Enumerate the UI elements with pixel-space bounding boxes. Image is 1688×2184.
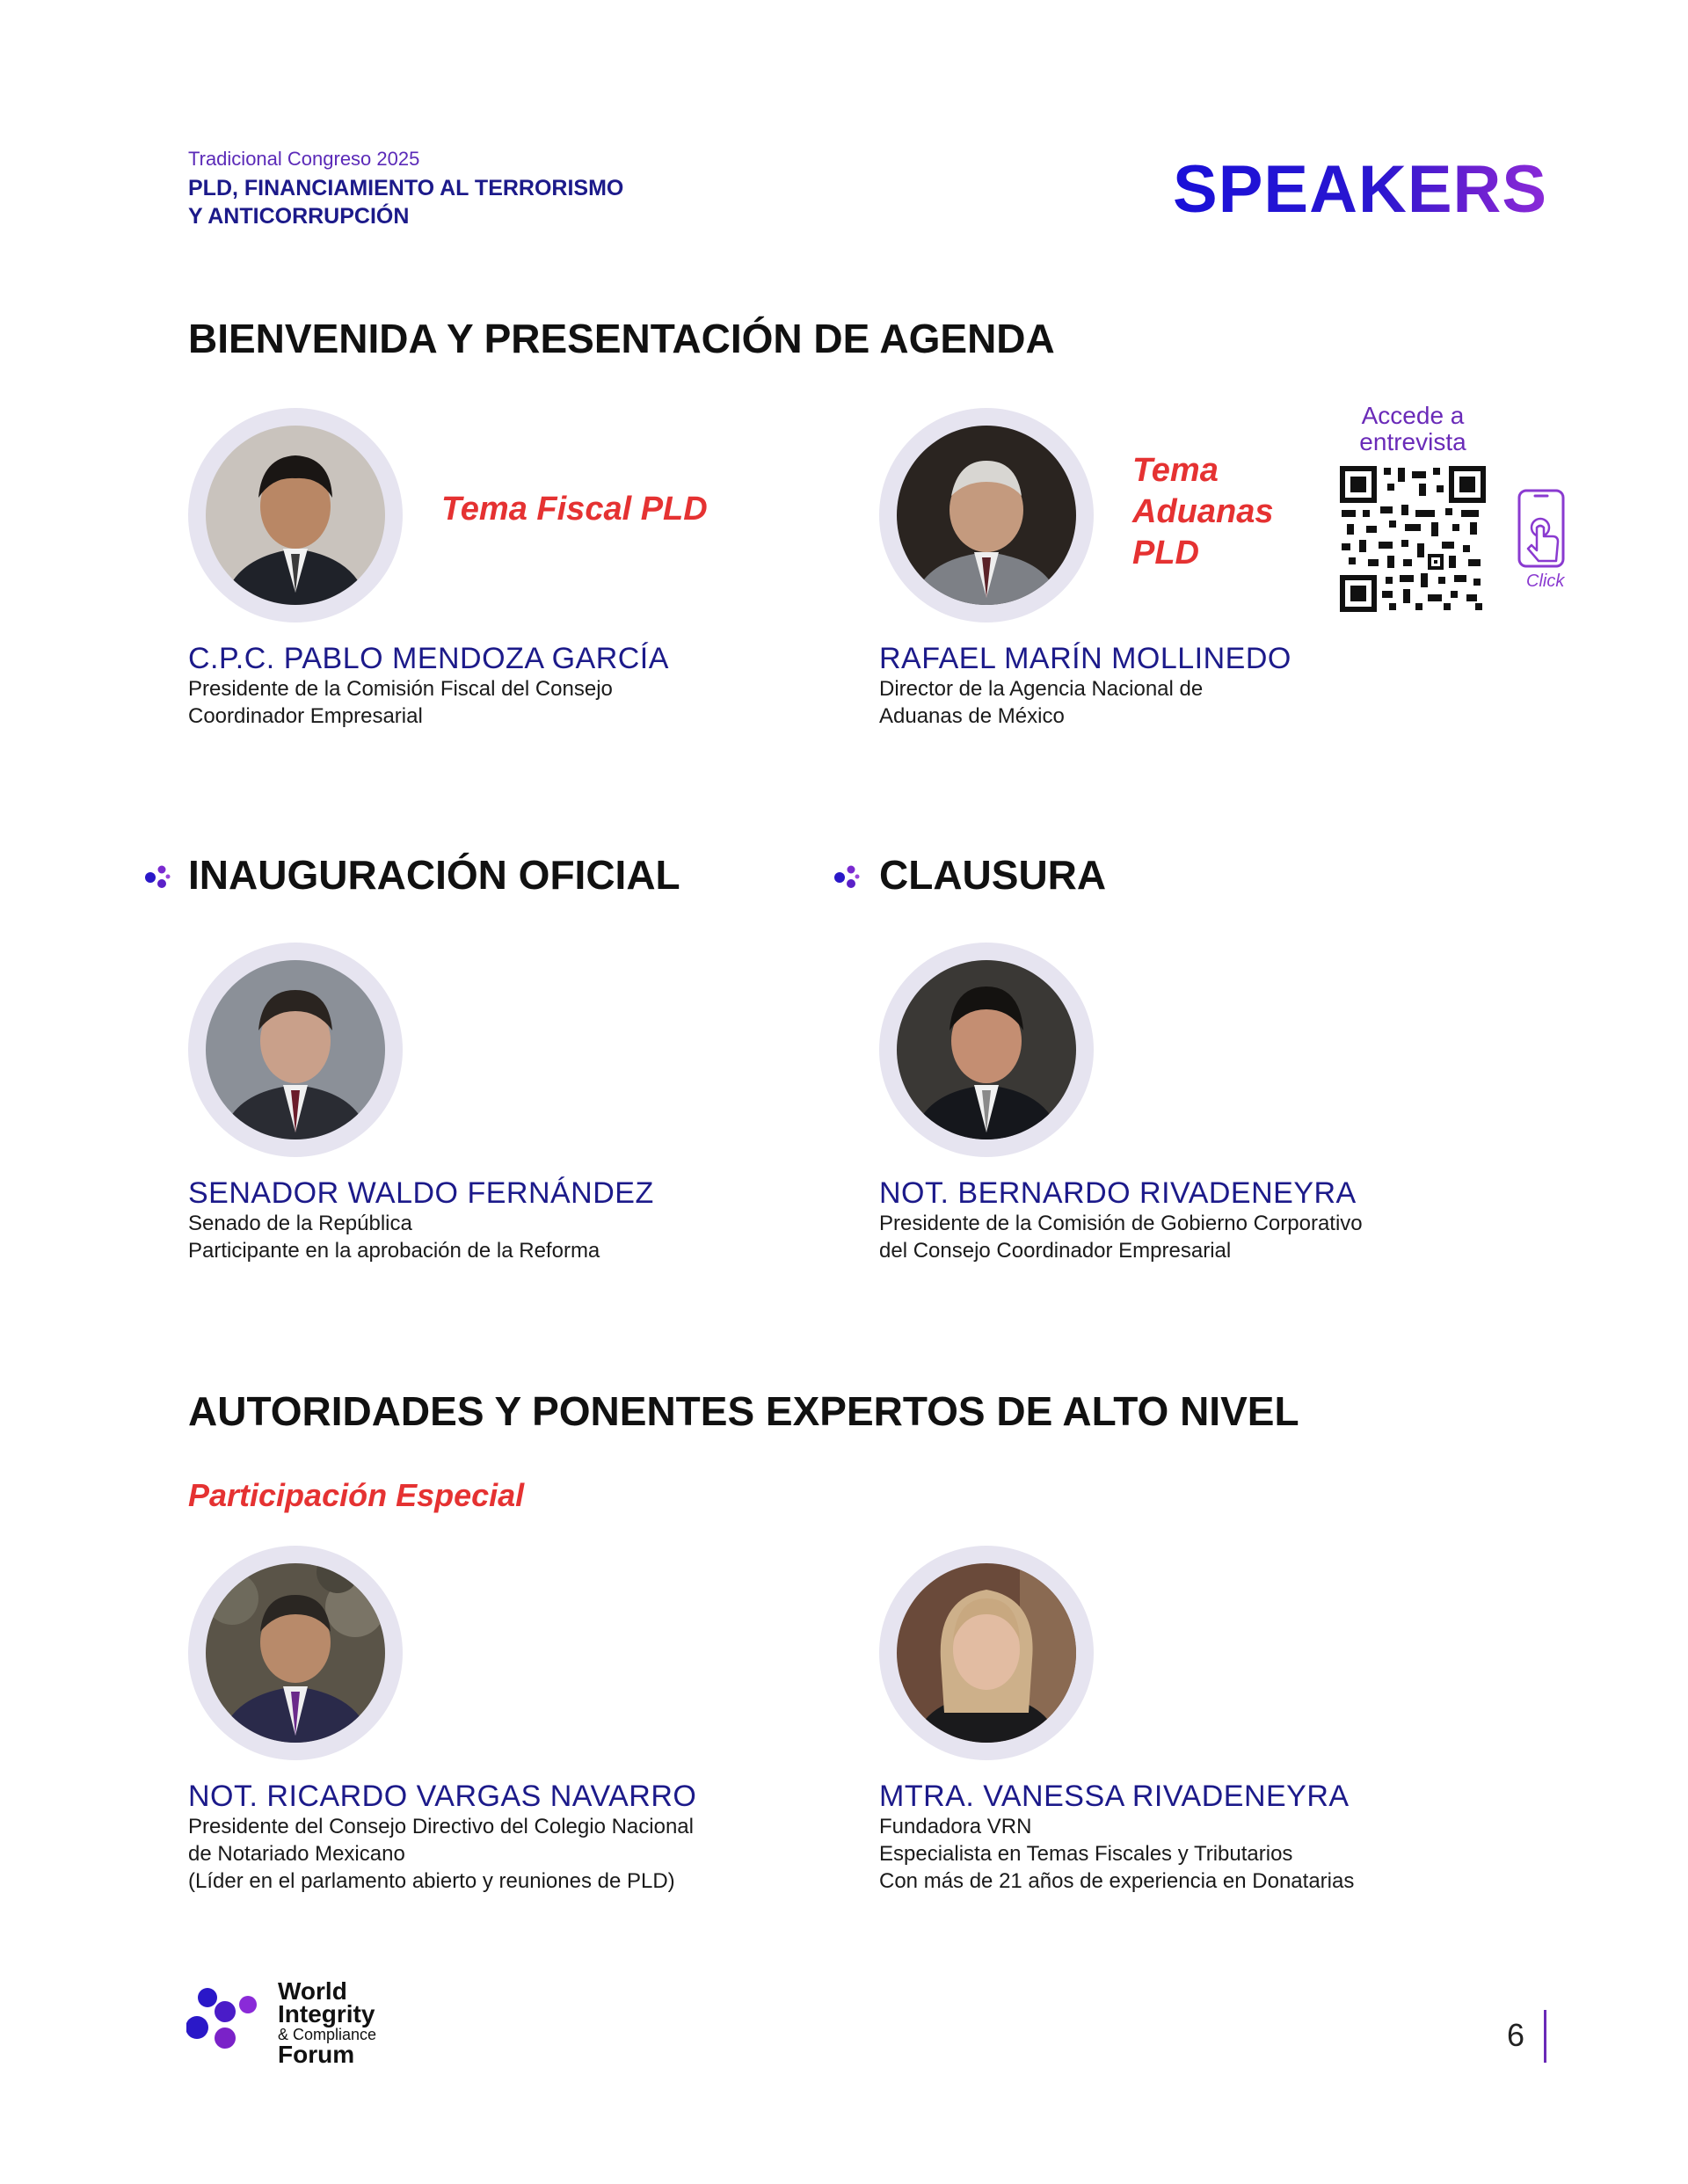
role-line: del Consejo Coordinador Empresarial xyxy=(879,1239,1232,1263)
qr-code-icon xyxy=(1340,466,1486,612)
role-line: Fundadora VRN xyxy=(879,1815,1032,1838)
avatar-speaker-1 xyxy=(188,408,403,622)
speaker-role-6 xyxy=(879,1813,1354,1895)
speaker-name-6: MTRA. VANESSA RIVADENEYRA xyxy=(879,1780,1350,1813)
role-line: de Notariado Mexicano xyxy=(188,1842,405,1866)
logo-line3: & Compliance xyxy=(278,2026,377,2043)
speaker-role-2 xyxy=(879,675,1203,730)
topic-line: PLD xyxy=(1132,535,1199,571)
dots-bullet-icon xyxy=(142,863,171,890)
event-title-line2: Y ANTICORRUPCIÓN xyxy=(188,204,410,229)
role-line: Presidente de la Comisión de Gobierno Corporativo xyxy=(879,1212,1363,1235)
avatar-speaker-6 xyxy=(879,1546,1094,1760)
section-title-welcome: BIENVENIDA Y PRESENTACIÓN DE AGENDA xyxy=(188,316,1055,361)
topic-speaker-2 xyxy=(1132,450,1273,574)
portrait-icon xyxy=(206,426,385,605)
speaker-name-4: NOT. BERNARDO RIVADENEYRA xyxy=(879,1176,1357,1210)
role-line: Senado de la República xyxy=(188,1212,412,1235)
section-title-inauguration: INAUGURACIÓN OFICIAL xyxy=(188,852,680,898)
event-label: Tradicional Congreso 2025 xyxy=(188,148,420,170)
portrait-icon xyxy=(897,426,1076,605)
role-line: Presidente del Consejo Directivo del Colegio Nacional xyxy=(188,1815,694,1838)
section-title-authorities: AUTORIDADES Y PONENTES EXPERTOS DE ALTO NIVEL xyxy=(188,1388,1299,1434)
logo-line1: World xyxy=(278,1977,347,2005)
speaker-role-5 xyxy=(188,1813,694,1895)
page-number: 6 xyxy=(1507,2017,1525,2053)
event-title xyxy=(188,174,623,230)
speaker-role-3 xyxy=(188,1210,600,1264)
role-line: Director de la Agencia Nacional de xyxy=(879,677,1204,701)
role-line: Presidente de la Comisión Fiscal del Consejo xyxy=(188,677,613,701)
role-line: Coordinador Empresarial xyxy=(188,704,423,728)
qr-caption xyxy=(1338,403,1488,455)
section-title-closing: CLAUSURA xyxy=(879,852,1107,898)
role-line: Aduanas de México xyxy=(879,704,1065,728)
avatar-speaker-5 xyxy=(188,1546,403,1760)
interview-qr-code[interactable] xyxy=(1340,466,1486,612)
speaker-name-2: RAFAEL MARÍN MOLLINEDO xyxy=(879,642,1291,675)
qr-caption-line2: entrevista xyxy=(1359,428,1466,455)
portrait-icon xyxy=(897,960,1076,1139)
page-heading: SPEAKERS xyxy=(1173,152,1548,227)
portrait-icon xyxy=(206,1563,385,1743)
qr-caption-line1: Accede a xyxy=(1361,402,1465,429)
role-line: Participante en la aprobación de la Reforma xyxy=(188,1239,600,1263)
role-line: Con más de 21 años de experiencia en Donatarias xyxy=(879,1869,1355,1893)
topic-line: Tema xyxy=(1132,452,1219,489)
avatar-speaker-4 xyxy=(879,943,1094,1157)
speaker-name-1: C.P.C. PABLO MENDOZA GARCÍA xyxy=(188,642,669,675)
page-number-divider xyxy=(1544,2010,1546,2063)
logo-line4: Forum xyxy=(278,2041,355,2068)
avatar-speaker-3 xyxy=(188,943,403,1157)
avatar-speaker-2 xyxy=(879,408,1094,622)
click-label: Click xyxy=(1526,571,1565,591)
dots-bullet-icon xyxy=(832,863,860,890)
role-line: Especialista en Temas Fiscales y Tributarios xyxy=(879,1842,1293,1866)
event-title-line1: PLD, FINANCIAMIENTO AL TERRORISMO xyxy=(188,176,624,200)
special-participation-label: Participación Especial xyxy=(188,1477,525,1513)
portrait-icon xyxy=(206,960,385,1139)
logo-line2: Integrity xyxy=(278,2000,375,2027)
speaker-name-3: SENADOR WALDO FERNÁNDEZ xyxy=(188,1176,654,1210)
forum-logo-text xyxy=(278,1977,377,2068)
tap-phone-icon[interactable] xyxy=(1514,489,1568,576)
topic-speaker-1: Tema Fiscal PLD xyxy=(441,491,708,528)
topic-line: Aduanas xyxy=(1132,493,1274,530)
speaker-role-4 xyxy=(879,1210,1363,1264)
speaker-role-1 xyxy=(188,675,613,730)
speaker-name-5: NOT. RICARDO VARGAS NAVARRO xyxy=(188,1780,697,1813)
role-line: (Líder en el parlamento abierto y reuniones de PLD) xyxy=(188,1869,675,1893)
forum-logo-icon xyxy=(186,1985,260,2060)
portrait-icon xyxy=(897,1563,1076,1743)
